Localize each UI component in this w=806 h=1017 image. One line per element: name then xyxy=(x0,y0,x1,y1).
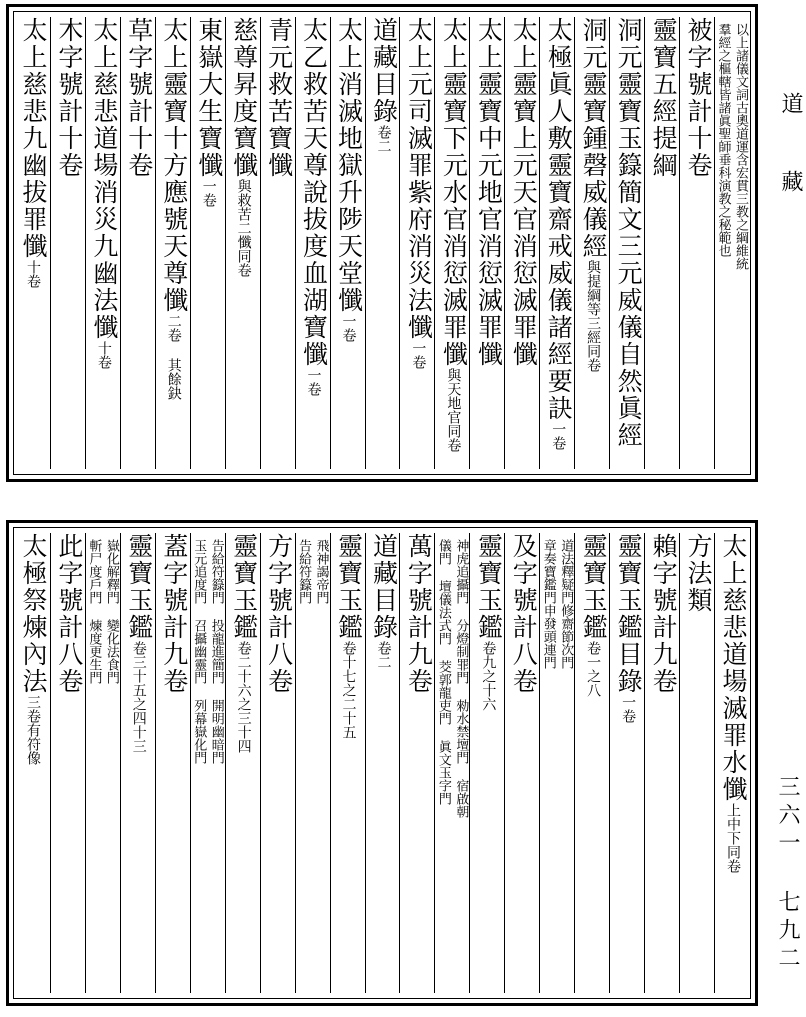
column-note: 一卷 xyxy=(550,422,567,450)
column-note: 一卷 xyxy=(410,341,427,369)
column-title: 萬字號計九卷 xyxy=(404,533,434,695)
column-sub-line: 章奏寶鑑門申發頭連門 xyxy=(540,539,556,669)
column-title: 洞元靈寶玉籙簡文三元威儀自然眞經 xyxy=(614,17,644,449)
column-title: 太上靈寶十方應號天尊懺二卷 其餘鈌 xyxy=(159,17,189,400)
register-column xyxy=(15,533,50,993)
column-title: 東嶽大生寶懺一卷 xyxy=(194,17,224,207)
column-sub-line: 以上諸儀文詞古奧道運含宏貫三教之綱維統 xyxy=(732,23,748,270)
register-column xyxy=(50,533,85,993)
register-column xyxy=(574,17,609,469)
column-note: 一卷 xyxy=(305,368,322,396)
column-title: 草字號計十卷 xyxy=(124,17,154,179)
margin-title-dao: 道 xyxy=(778,92,803,114)
column-note: 卷九之十六 xyxy=(480,641,497,711)
register-column xyxy=(225,533,260,993)
column-title: 太上靈寶下元水官消愆滅罪懺與天地官同卷 xyxy=(439,17,469,452)
register-column xyxy=(504,533,539,993)
register-column xyxy=(539,17,574,469)
column-note: 卷十七之二十五 xyxy=(340,641,357,739)
column-note: 卷二十六之三十四 xyxy=(235,641,252,753)
column-note: 卷一之八 xyxy=(585,641,602,697)
column-title: 靈寶玉鑑目錄一卷 xyxy=(614,533,644,723)
column-title: 道藏目錄卷二 xyxy=(369,533,399,669)
column-title: 賴字號計九卷 xyxy=(649,533,679,695)
column-note: 卷二 xyxy=(375,125,392,153)
column-note: 十卷 xyxy=(95,341,112,369)
column-sub-line: 儀門 壇儀法式門 茭郭龍吏門 眞文玉字門 xyxy=(435,539,451,805)
register-column xyxy=(679,17,714,469)
column-note: 一卷 xyxy=(200,179,217,207)
register-column xyxy=(504,17,539,469)
register-column xyxy=(609,533,644,993)
column-sub-line: 玉元追度門 召攝幽靈門 列幕嶽化門 xyxy=(191,539,207,764)
register-column xyxy=(469,533,504,993)
column-title: 太上靈寶中元地官消愆滅罪懺 xyxy=(474,17,504,368)
column-title: 方字號計八卷 xyxy=(264,533,294,695)
column-sub-line: 告給符籙門 投龍進簡門 開明幽暗門 xyxy=(208,539,224,764)
column-note: 一卷 xyxy=(620,695,637,723)
register-column xyxy=(399,533,434,993)
column-title: 靈寶玉鑑卷十七之二十五 xyxy=(334,533,364,739)
register-column xyxy=(434,533,469,993)
register-column xyxy=(260,17,295,469)
register-column xyxy=(644,533,679,993)
column-title: 靈寶玉鑑卷九之十六 xyxy=(474,533,504,711)
column-title: 靈寶玉鑑卷一之八 xyxy=(579,533,609,697)
column-title: 太乙救苦天尊說拔度血湖寶懺一卷 xyxy=(299,17,329,396)
register-column xyxy=(260,533,295,993)
column-note: 十卷 xyxy=(24,260,41,288)
column-sub-line: 斬尸度戶門 煉度更生門 xyxy=(86,539,102,684)
register-column xyxy=(679,533,714,993)
column-note: 二卷 其餘鈌 xyxy=(165,314,182,400)
column-note: 卷三十五之四十三 xyxy=(130,641,147,753)
register-column xyxy=(539,533,574,993)
top-register-panel xyxy=(6,4,758,482)
register-column xyxy=(15,17,50,469)
column-title: 靈寶玉鑑卷二十六之三十四 xyxy=(229,533,259,753)
register-column xyxy=(85,533,120,993)
register-column xyxy=(50,17,85,469)
register-column xyxy=(295,533,330,993)
register-column xyxy=(330,533,365,993)
register-column xyxy=(155,533,190,993)
register-column xyxy=(574,533,609,993)
register-column xyxy=(644,17,679,469)
column-title: 靈寶玉鑑卷三十五之四十三 xyxy=(124,533,154,753)
column-title: 太上慈悲九幽拔罪懺十卷 xyxy=(18,17,48,288)
column-title: 太上元司滅罪紫府消災法懺一卷 xyxy=(404,17,434,369)
column-title: 靈寶五經提綱 xyxy=(649,17,679,179)
register-column xyxy=(714,17,749,469)
column-note: 與救苦二懺同卷 xyxy=(235,179,252,277)
column-title: 太上慈悲道場滅罪水懺上中下同卷 xyxy=(718,533,748,873)
bottom-register-panel xyxy=(6,520,758,1006)
column-title: 被字號計十卷 xyxy=(684,17,714,179)
register-column xyxy=(120,533,155,993)
margin-title-zang: 藏 xyxy=(778,170,803,192)
column-title: 方法類 xyxy=(684,533,714,614)
register-column xyxy=(85,17,120,469)
register-column xyxy=(609,17,644,469)
column-note: 與天地官同卷 xyxy=(445,368,462,452)
column-title: 道藏目錄卷二 xyxy=(369,17,399,153)
register-column xyxy=(714,533,749,993)
register-column xyxy=(365,533,400,993)
column-sub-line: 告給符籙門 xyxy=(296,539,312,604)
column-title: 太上消滅地獄升陟天堂懺一卷 xyxy=(334,17,364,342)
column-title: 蓋字號計九卷 xyxy=(159,533,189,695)
register-column xyxy=(225,17,260,469)
column-note: 卷二 xyxy=(375,641,392,669)
column-note: 上中下同卷 xyxy=(724,803,741,873)
column-sub-line: 飛神謁帝門 xyxy=(313,539,329,604)
column-note: 三卷有符像 xyxy=(24,695,41,765)
column-title: 太極眞人敷靈寶齋戒威儀諸經要訣一卷 xyxy=(544,17,574,450)
column-title: 木字號計十卷 xyxy=(54,17,84,179)
register-column xyxy=(295,17,330,469)
register-column xyxy=(469,17,504,469)
register-column xyxy=(155,17,190,469)
column-sub-line: 嶽化解釋門 變化法食門 xyxy=(103,539,119,684)
column-note: 與提綱等三經同卷 xyxy=(585,260,602,372)
register-column xyxy=(120,17,155,469)
register-column xyxy=(434,17,469,469)
column-sub-line: 羣經之樞轄皆諸眞聖師垂科演教之秘範也 xyxy=(715,23,731,257)
column-title: 太上慈悲道場消災九幽法懺十卷 xyxy=(89,17,119,369)
register-column xyxy=(365,17,400,469)
column-note: 一卷 xyxy=(340,314,357,342)
page-number: 三六一 七九二 xyxy=(775,775,800,974)
register-column xyxy=(190,17,225,469)
column-title: 此字號計八卷 xyxy=(54,533,84,695)
register-column xyxy=(190,533,225,993)
register-column xyxy=(399,17,434,469)
column-title: 慈尊昇度寶懺與救苦二懺同卷 xyxy=(229,17,259,277)
column-title: 太極祭煉內法三卷有符像 xyxy=(18,533,48,765)
column-sub-line: 道法釋疑門修齋節次門 xyxy=(558,539,574,669)
column-sub-line: 神虎追攝門 分燈制罪門 勑水禁壇門 宿啟朝 xyxy=(453,539,469,818)
column-title: 洞元靈寶鍾磬威儀經與提綱等三經同卷 xyxy=(579,17,609,372)
column-title: 及字號計八卷 xyxy=(509,533,539,695)
column-title: 太上靈寶上元天官消愆滅罪懺 xyxy=(509,17,539,368)
register-column xyxy=(330,17,365,469)
column-title: 青元救苦寶懺 xyxy=(264,17,294,179)
